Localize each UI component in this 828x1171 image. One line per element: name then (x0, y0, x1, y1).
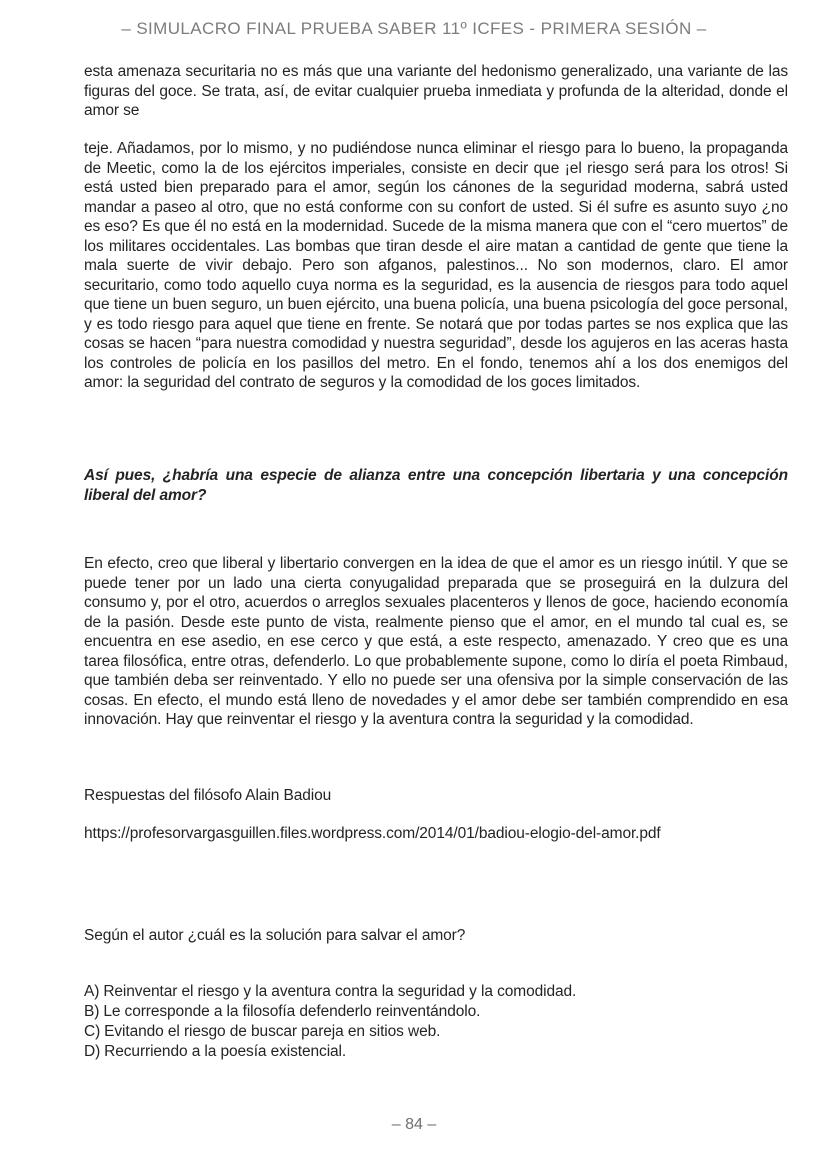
answer-options (84, 982, 788, 1062)
option-b-label: B) (84, 1003, 100, 1020)
passage-paragraph-1: esta amenaza securitaria no es más que una variante del hedonismo generalizado, una variante de las figuras del goce. Se trata, así, de evitar cualquier prueba inmediata y profunda de la alteridad, donde el amor se (84, 63, 788, 119)
passage-paragraph-3: En efecto, creo que liberal y libertario convergen en la idea de que el amor es un riesgo inútil. Y que se puede tener por un lado una cierta conyugalidad preparada que se proseguirá en la dulzura del consumo y, por el otro, acuerdos o arreglos sexuales placenteros y llenos de goce, haciendo economía de la pasión. Desde este punto de vista, realmente pienso que el amor, en el mundo tal cual es, se encuentra en ese asedio, en ese cerco y que está, a este respecto, amenazado. Y creo que es una tarea filosófica, entre otras, defenderlo. Lo que probablemente supone, como lo diría el poeta Rimbaud, que también deba ser reinventado. Y ello no puede ser una ofensiva por la simple conservación de las cosas. En efecto, el mundo está lleno de novedades y el amor debe ser también comprendido en esa innovación. Hay que reinventar el riesgo y la aventura contra la seguridad y la comodidad. (84, 555, 788, 728)
answer-option-d (84, 1042, 788, 1062)
option-d-label: D) (84, 1043, 101, 1060)
interview-question: Así pues, ¿habría una especie de alianza entre una concepción libertaria y una concepción liberal del amor? (84, 467, 788, 504)
answer-option-a (84, 982, 788, 1002)
passage-paragraph-2: teje. Añadamos, por lo mismo, y no pudiéndose nunca eliminar el riesgo para lo bueno, la propaganda de Meetic, como la de los ejércitos imperiales, consiste en decir que ¡el riesgo será para los otros! Si está usted bien preparado para el amor, según los cánones de la seguridad moderna, sabrá usted mandar a paseo al otro, que no está conforme con su confort de usted. Si él sufre es asunto suyo ¿no es eso? Es que él no está en la modernidad. Sucede de la misma manera que con el “cero muertos” de los militares occidentales. Las bombas que tiran desde el aire matan a cantidad de gente que tiene la mala suerte de vivir debajo. Pero son afganos, palestinos... No son modernos, claro. El amor securitario, como todo aquello cuya norma es la seguridad, es la ausencia de riesgos para todo aquel que tiene un buen seguro, un buen ejército, una buena policía, una buena psicología del goce personal, y es todo riesgo para aquel que tiene en frente. Se notará que por todas partes se nos explica que las cosas se hacen “para nuestra comodidad y nuestra seguridad”, desde los agujeros en las aceras hasta los controles de policía en los pasillos del metro. En el fondo, tenemos ahí a los dos enemigos del amor: la seguridad del contrato de seguros y la comodidad de los goces limitados. (84, 140, 788, 391)
option-c-label: C) (84, 1023, 101, 1040)
source-url-link[interactable]: https://profesorvargasguillen.files.wordpress.com/2014/01/badiou-elogio-del-amor.pdf (84, 825, 661, 842)
option-a-text: Reinventar el riesgo y la aventura contra la seguridad y la comodidad. (103, 983, 577, 1000)
answer-option-c (84, 1022, 788, 1042)
option-d-text: Recurriendo a la poesía existencial. (104, 1043, 347, 1060)
option-c-text: Evitando el riesgo de buscar pareja en sitios web. (104, 1023, 441, 1040)
page-header-title: – SIMULACRO FINAL PRUEBA SABER 11º ICFES - PRIMERA SESIÓN – (121, 19, 707, 38)
page-number: – 84 – (391, 1116, 437, 1133)
option-a-label: A) (84, 983, 100, 1000)
option-b-text: Le corresponde a la filosofía defenderlo reinventándolo. (103, 1003, 481, 1020)
answer-option-b (84, 1002, 788, 1022)
exam-question: Según el autor ¿cuál es la solución para salvar el amor? (84, 927, 466, 944)
source-caption: Respuestas del filósofo Alain Badiou (84, 787, 332, 804)
